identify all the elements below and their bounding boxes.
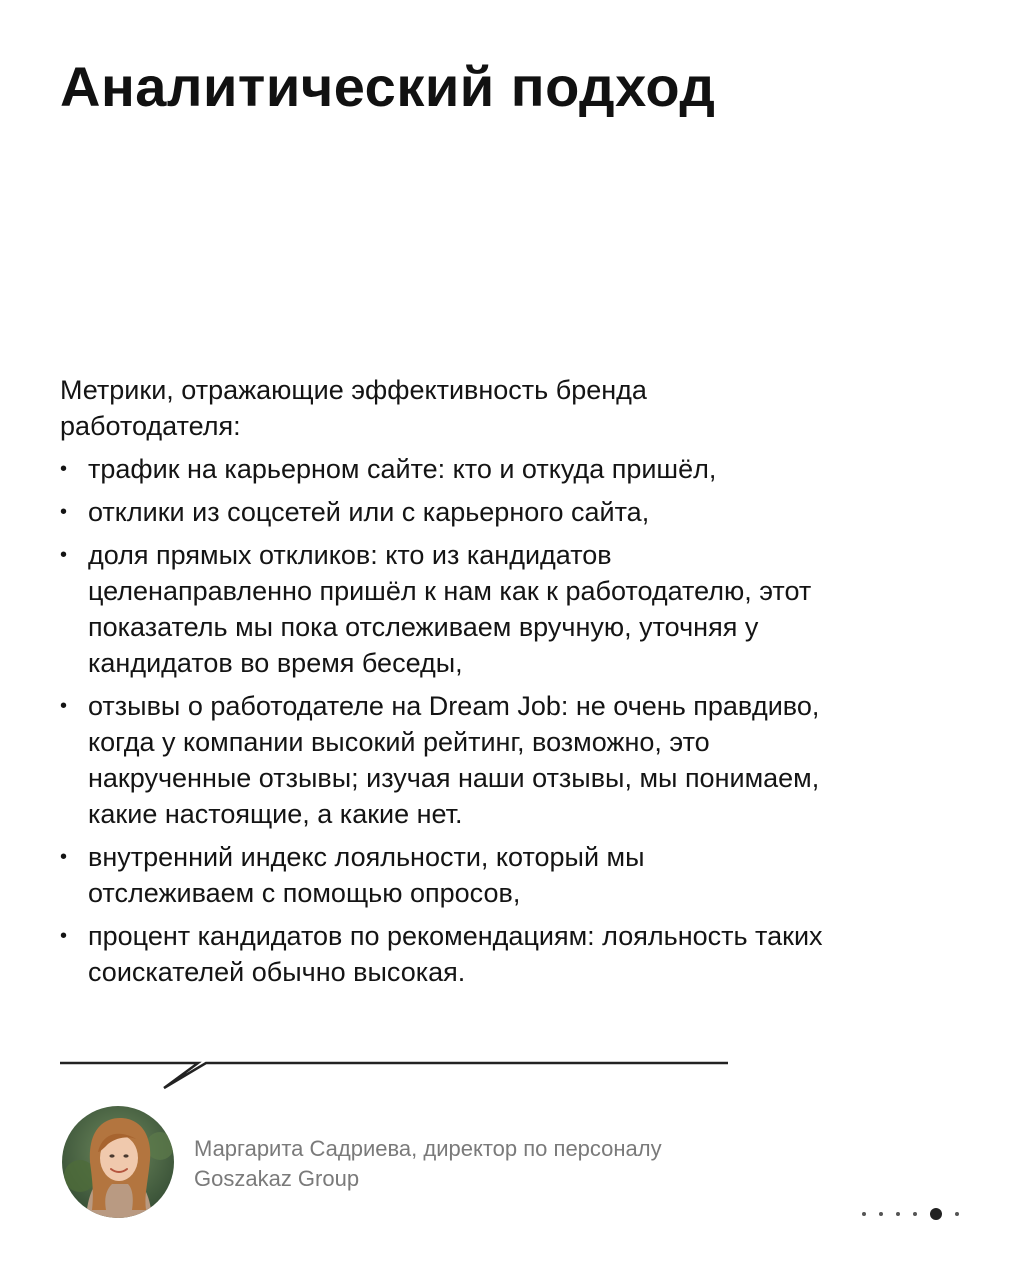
metrics-list [60,451,860,990]
list-item-text: внутренний индекс лояльности, который мы отслеживаем с помощью опросов, [88,842,645,908]
pagination-dot[interactable] [862,1212,866,1216]
list-item [60,494,860,530]
carousel-pagination [862,1206,959,1222]
list-item [60,688,848,832]
pagination-dot[interactable] [879,1212,883,1216]
list-item-text: отзывы о работодателе на Dream Job: не очень правдиво, когда у компании высокий рейтинг, возможно, это накрученные отзывы; изучая наши отзывы, мы понимаем, какие настоящие, а какие нет. [88,691,820,829]
intro-text: Метрики, отражающие эффективность бренда работодателя: [60,375,647,441]
author-company: Goszakaz Group [194,1166,360,1191]
list-item-text: трафик на карьерном сайте: кто и откуда пришёл, [88,454,717,484]
bullet-icon: • [60,925,68,947]
page-title: Аналитический подход [60,55,716,118]
bullet-icon: • [60,695,68,717]
list-item-text: доля прямых откликов: кто из кандидатов целенаправленно пришёл к нам как к работодателю, этот показатель мы пока отслеживаем вручную, уточняя у кандидатов во время беседы, [88,540,812,678]
list-item-text: отклики из соцсетей или с карьерного сайта, [88,497,650,527]
bullet-icon: • [60,458,68,480]
author-avatar [62,1106,174,1218]
avatar-portrait [62,1106,174,1218]
list-item [60,839,688,911]
pagination-dot-active[interactable] [930,1208,942,1220]
bullet-icon: • [60,846,68,868]
author-name-role: Маргарита Садриева, директор по персоналу [194,1136,662,1161]
list-item [60,918,848,990]
bullet-icon: • [60,501,68,523]
bullet-icon: • [60,544,68,566]
pagination-dot[interactable] [913,1212,917,1216]
list-item-text: процент кандидатов по рекомендациям: лояльность таких соискателей обычно высокая. [88,921,823,987]
author-caption [194,1134,662,1194]
speech-bubble-line [60,1050,730,1100]
list-item [60,537,818,681]
list-item [60,451,860,487]
pagination-dot[interactable] [955,1212,959,1216]
article-body [60,372,860,990]
pagination-dot[interactable] [896,1212,900,1216]
